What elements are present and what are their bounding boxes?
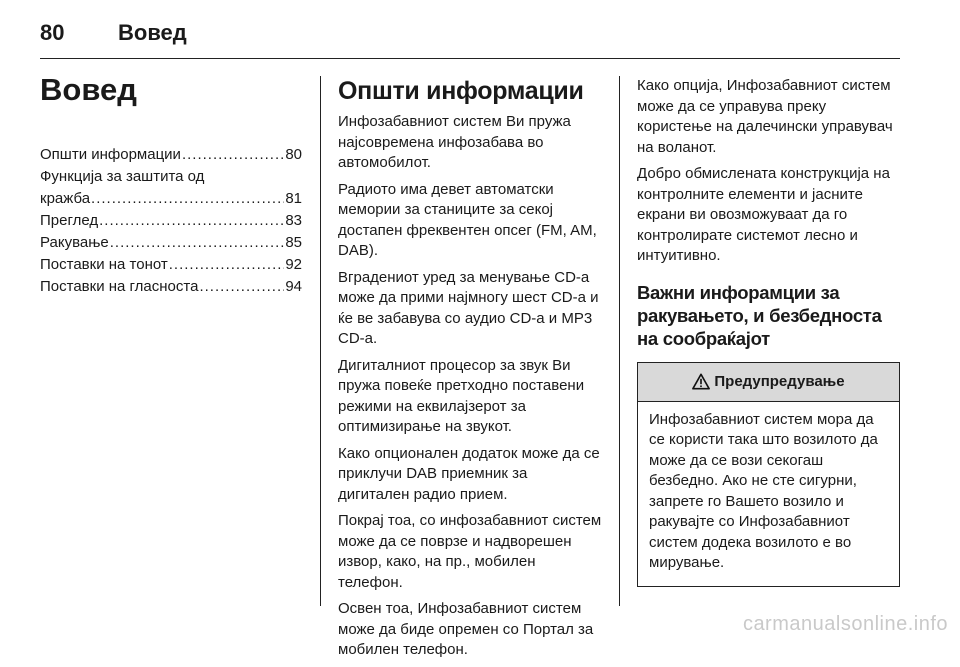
- page-header: [40, 14, 900, 59]
- subsection-title: Важни инфорамции за ракувањето, и безбедноста на сообраќајот: [637, 281, 882, 349]
- toc-item[interactable]: [40, 144, 302, 166]
- toc-item[interactable]: [40, 210, 302, 232]
- toc-item[interactable]: [40, 232, 302, 254]
- toc-leader: [182, 144, 284, 166]
- toc-item[interactable]: [40, 166, 302, 210]
- paragraph: Радиото има девет автоматски мемории за станиците за секој достапен фреквентен опсег (FM, AM, DAB).: [338, 180, 597, 259]
- toc-item-label: Општи информации: [40, 146, 181, 163]
- toc-column: [40, 72, 302, 298]
- toc-item-label-line1: Функција за заштита од: [40, 168, 205, 185]
- toc-item-page: 94: [285, 278, 302, 295]
- paragraph: Дигиталниот процесор за звук Ви пружа повеќе претходно поставени режими на еквилајзерот за оптимизирање на звукот.: [338, 356, 585, 435]
- column-divider: [619, 76, 620, 606]
- toc-leader: [99, 210, 284, 232]
- toc-leader: [169, 254, 285, 276]
- toc-item-page: 92: [285, 256, 302, 273]
- section-title: Општи информации: [338, 77, 584, 105]
- toc-item-page: 85: [285, 234, 302, 251]
- toc-item[interactable]: [40, 276, 302, 298]
- table-of-contents: [40, 144, 302, 298]
- toc-item[interactable]: [40, 254, 302, 276]
- toc-item-label: кражба: [40, 190, 91, 207]
- toc-leader: [110, 232, 285, 254]
- watermark: carmanualsonline.info: [742, 613, 948, 635]
- toc-leader: [91, 188, 284, 210]
- page-number: 80: [40, 20, 65, 45]
- general-info-column: [338, 76, 602, 667]
- controls-column: [637, 76, 900, 587]
- warning-text: Инфозабавниот систем мора да се користи така што возилото да може да се вози секогаш безбедно. Ако не сте сигурни, запрете го Вашето возило и ракувајте со Инфозабавниот систем додека возилото е во мирување.: [649, 410, 878, 571]
- toc-item-label: Поставки на тонот: [40, 256, 168, 273]
- header-title: Вовед: [118, 20, 187, 45]
- toc-item-page: 81: [285, 190, 302, 207]
- warning-label: Предупредување: [714, 373, 845, 390]
- warning-header: [638, 363, 899, 402]
- column-divider: [320, 76, 321, 606]
- paragraph: Добро обмислената конструкција на контролните елементи и јасните екрани ви овозможуваат да го контролирате системот лесно и интуитивно.: [637, 165, 890, 264]
- paragraph: Како опционален додаток може да се приклучи DAB приемник за дигитален радио прием.: [338, 444, 600, 503]
- toc-item-page: 80: [285, 146, 302, 163]
- paragraph: Освен тоа, Инфозабавниот систем може да биде опремен со Портал за мобилен телефон.: [338, 600, 594, 658]
- toc-item-label: Ракување: [40, 234, 109, 251]
- paragraph: Инфозабавниот систем Ви пружа најсовремена инфозабава во автомобилот.: [338, 113, 571, 171]
- warning-box: [637, 362, 900, 587]
- paragraph: Вградениот уред за менување CD-а може да прими најмногу шест CD-а и ќе ве забавува со аудио CD-а и MP3 CD-a.: [338, 268, 599, 347]
- paragraph: Покрај тоа, со инфозабавниот систем може да се поврзе и надворешен извор, како, на пр., мобилен телефон.: [338, 512, 602, 591]
- warning-body: [638, 402, 899, 586]
- warning-icon: [692, 373, 710, 390]
- paragraph: Како опција, Инфозабавниот систем може да се управува преку користење на далечински управувач на воланот.: [637, 77, 893, 156]
- chapter-title: Вовед: [40, 72, 137, 107]
- toc-item-page: 83: [285, 212, 302, 229]
- toc-item-label: Поставки на гласноста: [40, 278, 199, 295]
- toc-leader: [199, 276, 284, 298]
- toc-item-label: Преглед: [40, 212, 99, 229]
